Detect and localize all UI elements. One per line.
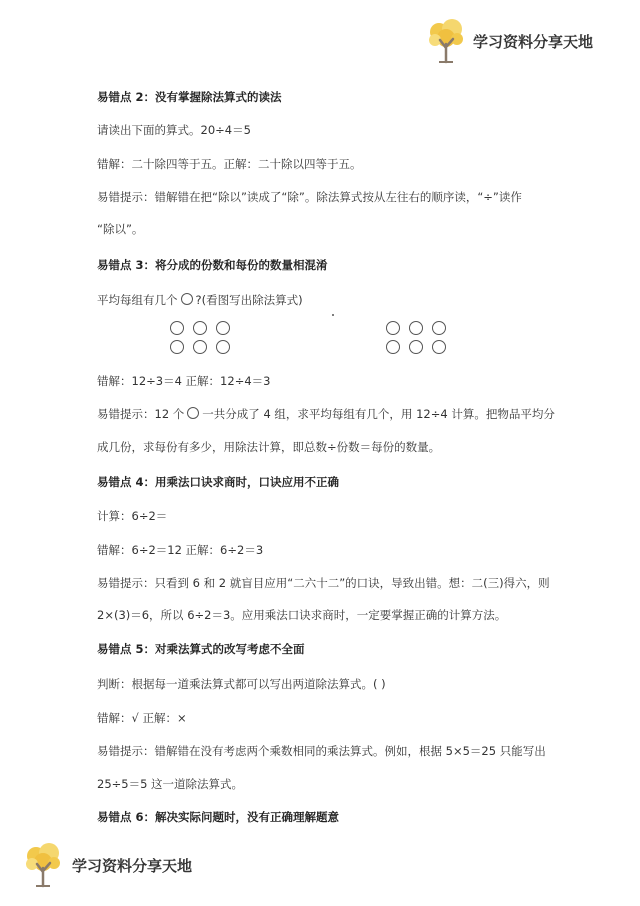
- circle-icon: [181, 293, 193, 305]
- section-4-answer: 错解：6÷2＝12 正解：6÷2＝3: [97, 543, 264, 557]
- section-5-tip-line-1: 易错提示：错解错在没有考虑两个乘数相同的乘法算式。例如，根据 5×5＝25 只能写出: [97, 744, 546, 758]
- circle-group-left: [170, 321, 230, 354]
- circle-icon: [409, 321, 423, 335]
- circle-icon: [432, 321, 446, 335]
- section-3-tip-line-1: [97, 407, 555, 421]
- brand-header: [427, 18, 593, 64]
- circle-icon: [216, 321, 230, 335]
- section-3-tip-line-2: 成几份，求每份有多少，用除法计算，即总数÷份数＝每份的数量。: [97, 440, 441, 454]
- circle-icon: [193, 340, 207, 354]
- circle-icon: [187, 407, 199, 419]
- circle-icon: [170, 321, 184, 335]
- section-5-tip-line-2: 25÷5＝5 这一道除法算式。: [97, 777, 244, 791]
- section-2-question: 请读出下面的算式。20÷4＝5: [97, 123, 251, 137]
- section-3-question-after: ?(看图写出除法算式): [195, 293, 303, 307]
- circle-icon: [170, 340, 184, 354]
- brand-title: 学习资料分享天地: [72, 856, 193, 875]
- brand-footer: [24, 842, 192, 888]
- section-3-tip-before: 易错提示：12 个: [97, 407, 185, 421]
- tree-logo-icon: [24, 842, 62, 888]
- section-4-tip-line-2: 2×(3)＝6，所以 6÷2＝3。应用乘法口诀求商时，一定要掌握正确的计算方法。: [97, 608, 507, 622]
- section-2-answer: 错解：二十除四等于五。正解：二十除以四等于五。: [97, 157, 362, 171]
- section-5-answer: 错解：√ 正解：×: [97, 711, 187, 725]
- section-2-tip-line-2: “除以”。: [97, 222, 144, 236]
- section-3-question-before: 平均每组有几个: [97, 293, 178, 307]
- section-5-heading: 易错点 5：对乘法算式的改写考虑不全面: [97, 642, 305, 656]
- section-3-answer: 错解：12÷3＝4 正解：12÷4＝3: [97, 374, 271, 388]
- brand-title: 学习资料分享天地: [473, 32, 594, 51]
- circle-icon: [409, 340, 423, 354]
- circle-icon: [432, 340, 446, 354]
- section-5-question: 判断：根据每一道乘法算式都可以写出两道除法算式。( ): [97, 677, 386, 691]
- section-4-heading: 易错点 4：用乘法口诀求商时，口诀应用不正确: [97, 475, 340, 489]
- circle-icon: [216, 340, 230, 354]
- section-2-tip-line-1: 易错提示：错解错在把“除以”读成了“除”。除法算式按从左往右的顺序读，“÷”读作: [97, 190, 522, 204]
- section-2-heading: 易错点 2：没有掌握除法算式的读法: [97, 90, 282, 104]
- circle-icon: [386, 340, 400, 354]
- section-3-heading: 易错点 3：将分成的份数和每份的数量相混淆: [97, 258, 328, 272]
- section-4-question: 计算：6÷2＝: [97, 509, 168, 523]
- section-6-heading: 易错点 6：解决实际问题时，没有正确理解题意: [97, 810, 340, 824]
- circle-group-right: [386, 321, 446, 354]
- section-3-question: [97, 293, 303, 307]
- tree-logo-icon: [427, 18, 465, 64]
- circle-icon: [193, 321, 207, 335]
- section-4-tip-line-1: 易错提示：只看到 6 和 2 就盲目应用“二六十二”的口诀，导致出错。想：二(三)得六，则: [97, 576, 550, 590]
- circle-icon: [386, 321, 400, 335]
- section-3-tip-after: 一共分成了 4 组，求平均每组有几个，用 12÷4 计算。把物品平均分: [202, 407, 555, 421]
- stray-dot: [332, 314, 334, 316]
